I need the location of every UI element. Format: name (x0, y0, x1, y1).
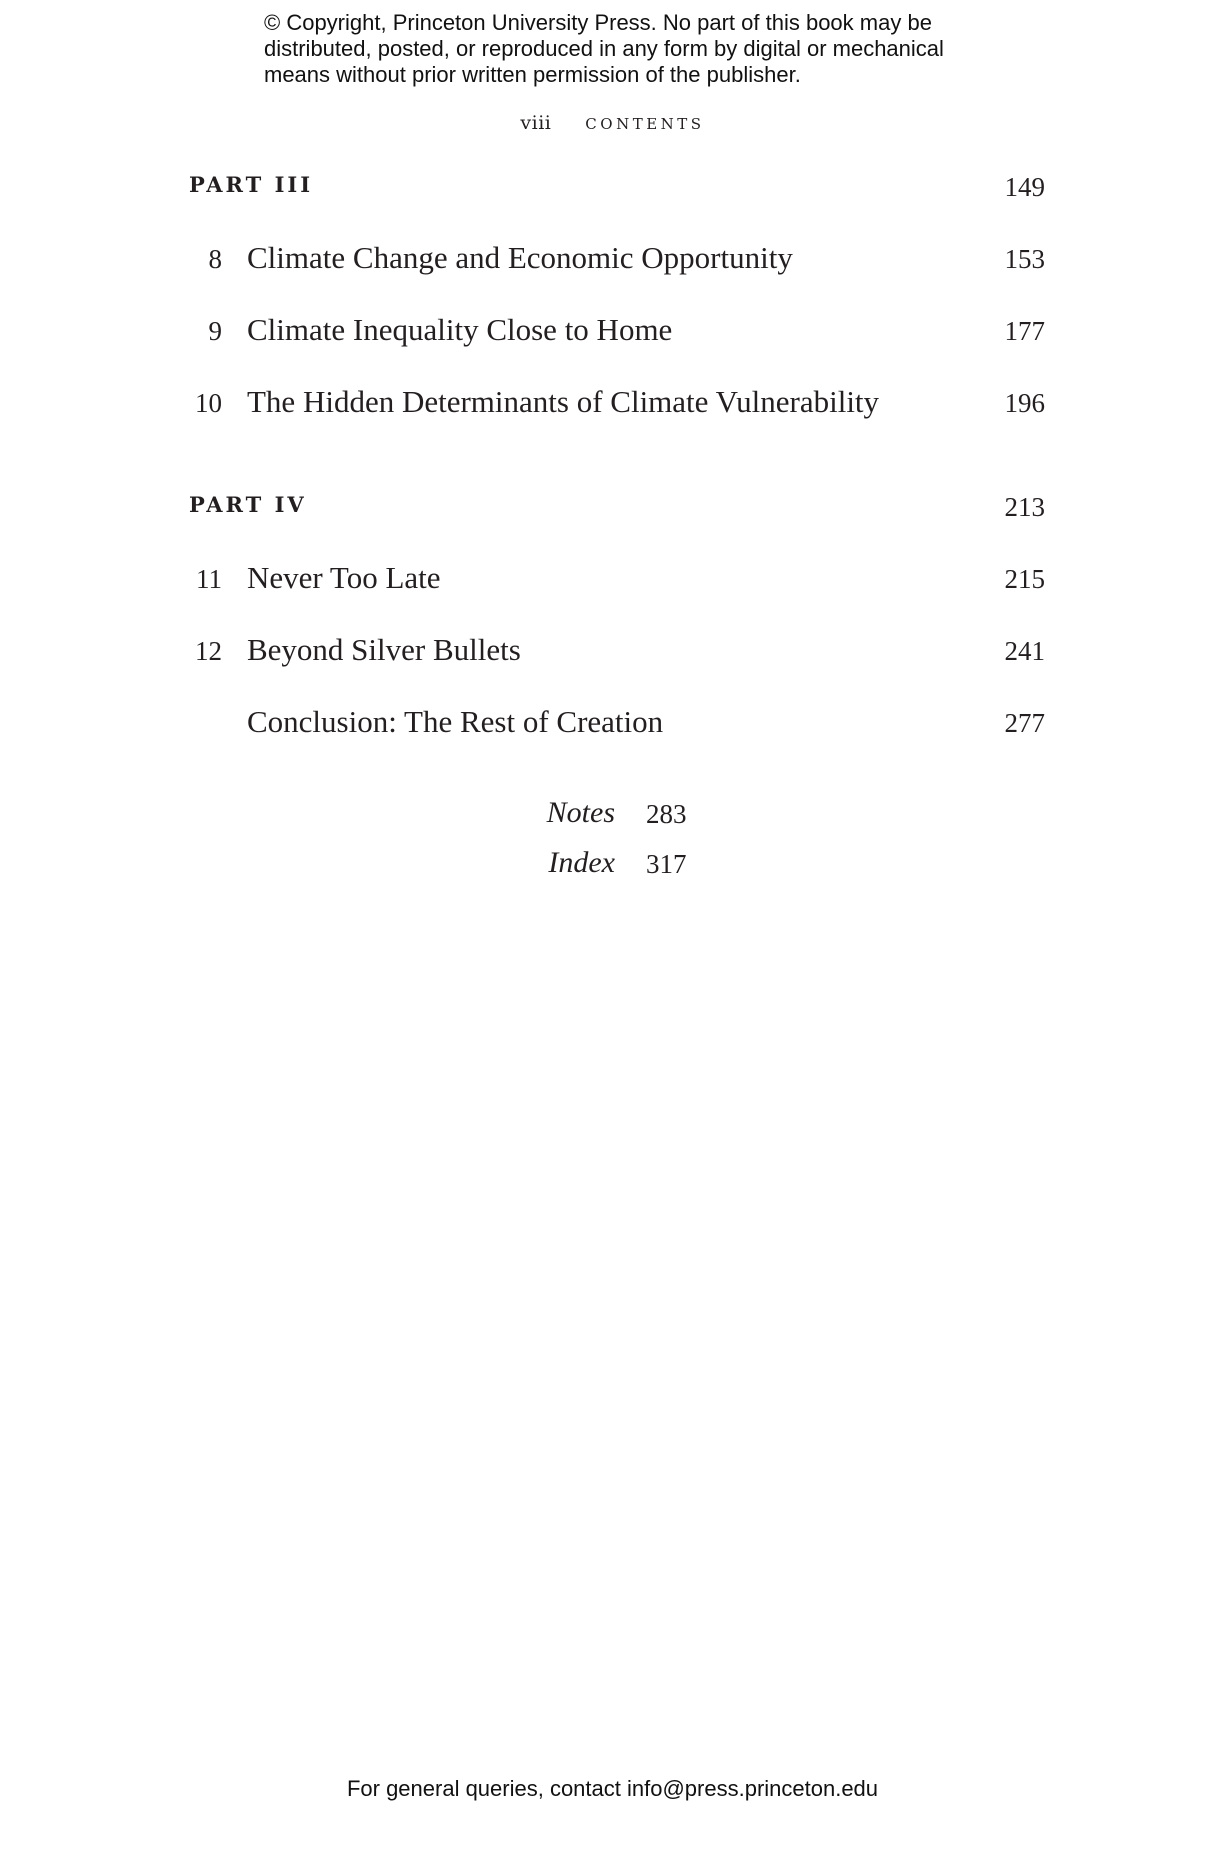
chapter-title: Beyond Silver Bullets (247, 632, 521, 667)
copyright-line-2: distributed, posted, or reproduced in any form by digital or mechanical (264, 36, 944, 61)
footer-contact: For general queries, contact info@press.princeton.edu (346, 1776, 879, 1801)
back-matter-label: Index (548, 846, 615, 879)
page-folio: viii (520, 112, 552, 134)
back-matter-page-number: 317 (646, 849, 687, 879)
toc-entry-notes[interactable] (0, 796, 1225, 836)
toc-entry-conclusion[interactable] (0, 704, 1225, 744)
chapter-page-number: 215 (1004, 564, 1045, 594)
chapter-number: 8 (208, 244, 222, 274)
toc-entry-index[interactable] (0, 846, 1225, 886)
part-page-number: 149 (1004, 172, 1045, 202)
chapter-page-number: 177 (1004, 316, 1045, 346)
part-heading-4[interactable] (0, 492, 1225, 532)
toc-entry-chapter-10[interactable] (0, 384, 1225, 424)
copyright-line-1: © Copyright, Princeton University Press. No part of this book may be (264, 10, 932, 35)
chapter-page-number: 277 (1004, 708, 1045, 738)
running-head-title: CONTENTS (585, 115, 705, 133)
toc-entry-chapter-8[interactable] (0, 240, 1225, 280)
chapter-page-number: 241 (1004, 636, 1045, 666)
chapter-number: 11 (196, 564, 222, 594)
chapter-title: Conclusion: The Rest of Creation (247, 704, 664, 739)
toc-entry-chapter-12[interactable] (0, 632, 1225, 672)
chapter-title: Never Too Late (247, 560, 441, 595)
chapter-title: Climate Change and Economic Opportunity (247, 240, 793, 275)
part-label: PART III (189, 172, 314, 197)
chapter-title: Climate Inequality Close to Home (247, 312, 673, 347)
chapter-number: 9 (208, 316, 222, 346)
chapter-page-number: 153 (1004, 244, 1045, 274)
chapter-title: The Hidden Determinants of Climate Vulnerability (247, 384, 880, 419)
copyright-notice (264, 10, 984, 88)
chapter-number: 10 (195, 388, 222, 418)
running-head (0, 112, 1225, 134)
back-matter-label: Notes (546, 796, 615, 829)
part-heading-3[interactable] (0, 172, 1225, 212)
part-label: PART IV (189, 492, 307, 517)
chapter-page-number: 196 (1004, 388, 1045, 418)
toc-entry-chapter-9[interactable] (0, 312, 1225, 352)
part-page-number: 213 (1004, 492, 1045, 522)
copyright-line-3: means without prior written permission of the publisher. (264, 62, 801, 87)
chapter-number: 12 (195, 636, 222, 666)
back-matter-page-number: 283 (646, 799, 687, 829)
toc-entry-chapter-11[interactable] (0, 560, 1225, 600)
